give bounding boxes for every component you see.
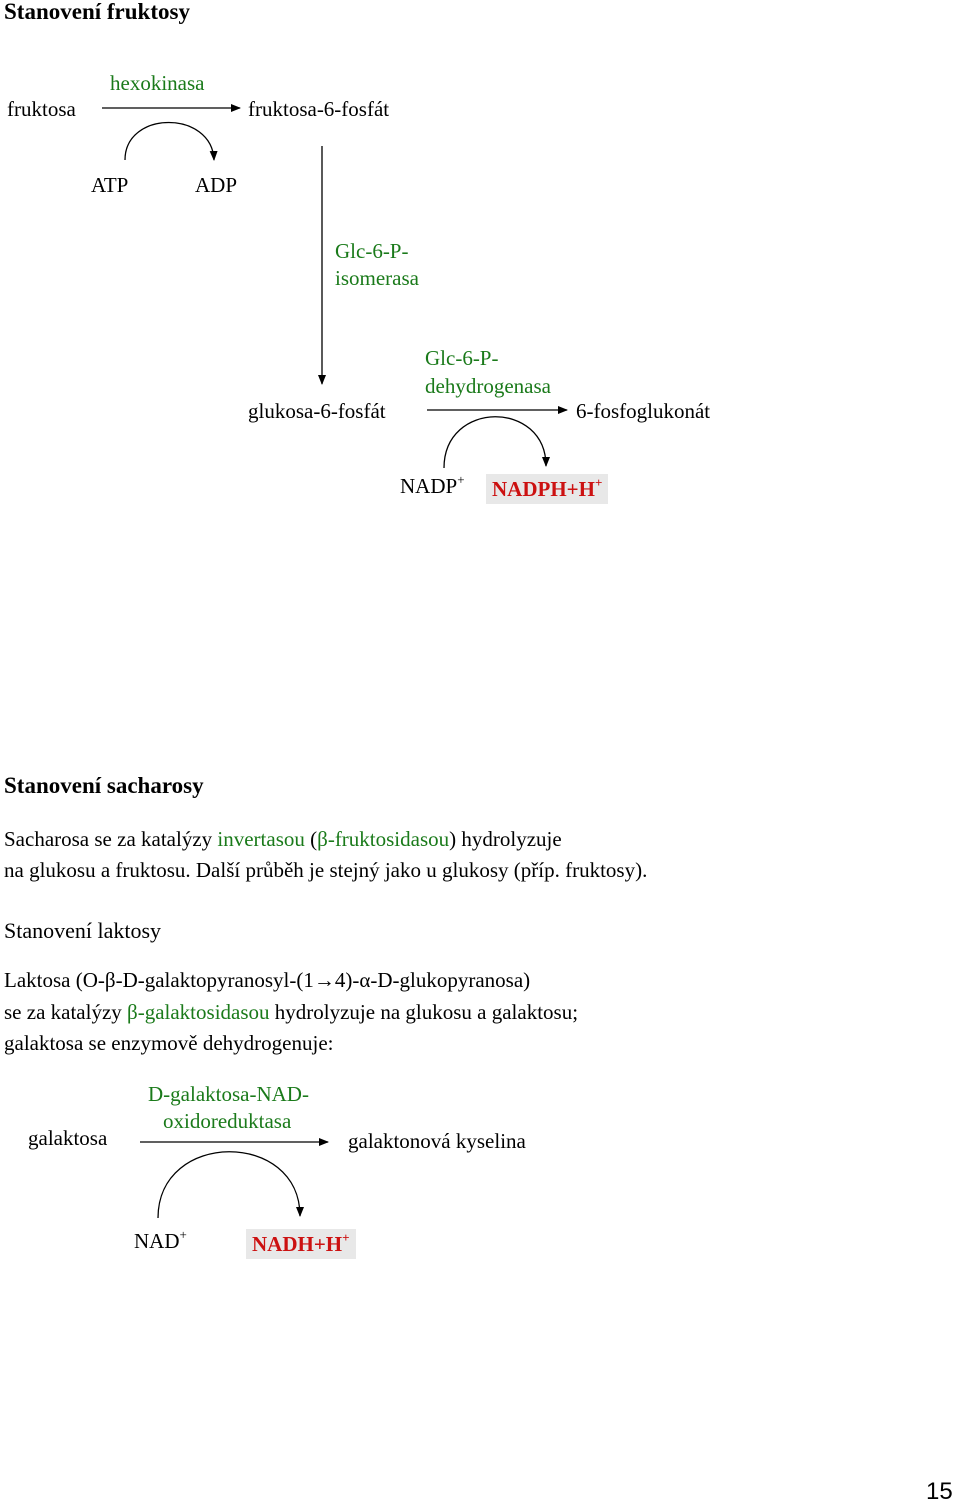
g6p-label: glukosa-6-fosfát (248, 399, 386, 423)
lactose-text-2: se za katalýzy β-galaktosidasou hydrolyzuje na glukosu a galaktosu; (4, 1000, 579, 1024)
hexokinase-label: hexokinasa (110, 71, 205, 95)
atp-label: ATP (91, 173, 129, 197)
sucrose-text-1: Sacharosa se za katalýzy invertasou (β-fruktosidasou) hydrolyzuje (4, 827, 562, 851)
sucrose-title: Stanovení sacharosy (4, 773, 204, 798)
galdh-label-2: oxidoreduktasa (163, 1109, 292, 1133)
lactose-title: Stanovení laktosy (4, 918, 162, 943)
galactonic-acid-label: galaktonová kyselina (348, 1129, 526, 1153)
fructose-label: fruktosa (7, 97, 76, 121)
g6pdh-label-1: Glc-6-P- (425, 346, 499, 370)
curve-nadp (444, 417, 546, 468)
nadp-label: NADP+ (400, 472, 465, 498)
f6p-label: fruktosa-6-fosfát (248, 97, 390, 121)
nadh-label: NADH+H+ (246, 1229, 356, 1259)
nad-label: NAD+ (134, 1227, 187, 1253)
6pg-label: 6-fosfoglukonát (576, 399, 711, 423)
g6pdh-label-2: dehydrogenasa (425, 374, 551, 398)
fructose-title: Stanovení fruktosy (4, 0, 190, 24)
page-number: 15 (926, 1478, 953, 1505)
isomerase-label-2: isomerasa (335, 266, 419, 290)
lactose-text-3: galaktosa se enzymově dehydrogenuje: (4, 1031, 334, 1055)
isomerase-label-1: Glc-6-P- (335, 239, 409, 263)
curve-nad (158, 1152, 300, 1218)
sucrose-text-2: na glukosu a fruktosu. Další průběh je stejný jako u glukosy (příp. fruktosy). (4, 858, 648, 882)
lactose-text-1: Laktosa (O-β-D-galaktopyranosyl-(1→4)-α-D-glukopyranosa) (4, 968, 531, 992)
nadph-label: NADPH+H+ (486, 474, 608, 504)
galdh-label-1: D-galaktosa-NAD- (148, 1082, 309, 1106)
galactose-label: galaktosa (28, 1126, 108, 1150)
adp-label: ADP (195, 173, 238, 197)
curve-atp-adp (125, 123, 214, 161)
